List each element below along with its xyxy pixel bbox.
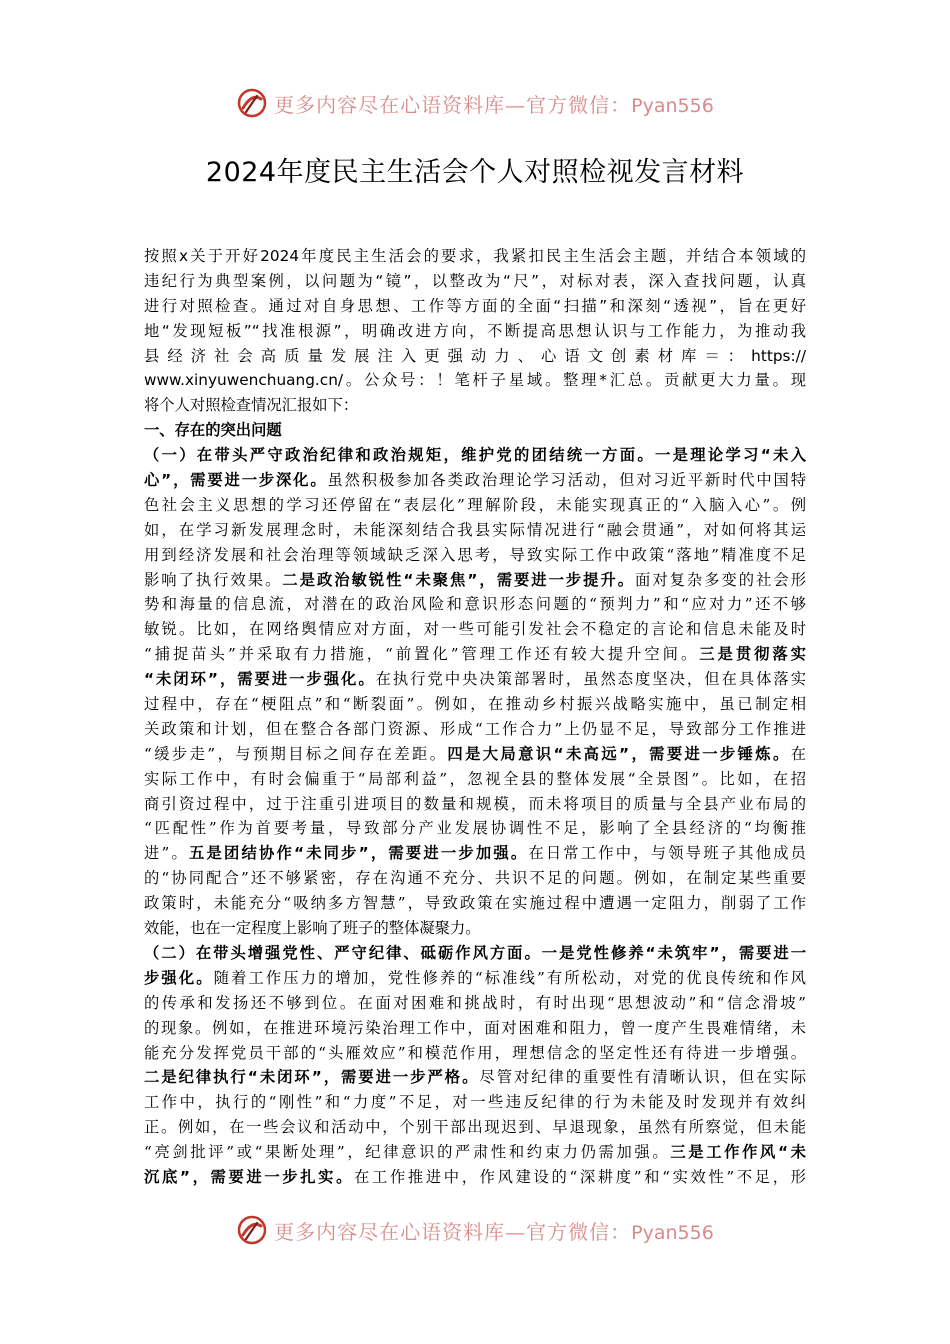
text-segment: 的“协同配合”还不够紧密，存在沟通不充分、共识不足的问题。例如，在制定某些重要 [144,869,806,888]
text-segment: 在执行党中央决策部署时，虽然态度坚决，但在具体落实 [375,670,806,689]
text-line [144,592,806,617]
text-line [144,543,806,568]
text-segment: 在 [790,744,806,763]
text-segment: 势和海量的信息流，对潜在的政治风险和意识形态问题的“预判力”和“应对力”还不够 [144,595,806,614]
text-segment: 正。例如，在一些会议和活动中，个别干部出现迟到、早退现象，虽然有所察觉，但未能 [144,1118,806,1137]
text-segment: 色社会主义思想的学习还停留在“表层化”理解阶段，未能实现真正的“入脑入心”。例 [144,495,806,514]
text-segment: 进行对照检查。通过对自身思想、工作等方面的全面“扫描”和深刻“透视”，旨在更好 [144,296,806,315]
text-segment: 将个人对照检查情况汇报如下： [144,396,359,415]
text-line [144,493,806,518]
text-line [144,368,806,393]
bold-text-segment: 沉底”，需要进一步扎实。 [144,1167,355,1186]
text-segment: 县经济社会高质量发展注入更强动力、心语文创素材库＝：https:// [144,346,806,365]
text-line [144,617,806,642]
text-segment: 随着工作压力的增加，党性修养的“标准线”有所松动，对党的优良传统和作风 [213,968,806,987]
text-line [144,443,806,468]
bold-text-segment: 二是政治敏锐性“未聚焦”，需要进一步提升。 [282,570,636,589]
text-segment: www.xinyuwenchuang.cn/。公众号：！笔杆子星域。整理*汇总。贡献更大力量。现 [144,371,806,390]
text-segment: 敏锐。比如，在网络舆情应对方面，对一些可能引发社会不稳定的言论和信息未能及时 [144,620,806,639]
text-line [144,667,806,692]
bold-text-segment: 心”，需要进一步深化。 [144,471,328,490]
bold-text-segment: 四是大局意识“未高远”，需要进一步锤炼。 [447,744,791,763]
text-segment: “缓步走”，与预期目标之间存在差距。 [144,744,448,763]
text-line [144,816,806,841]
text-segment: “匹配性”作为首要考量，导致部分产业发展协调性不足，影响了全县经济的“均衡推 [144,819,806,838]
watermark-wechat-id: Pyan556 [631,94,714,117]
text-segment: 的现象。例如，在推进环境污染治理工作中，面对困难和阻力，曾一度产生畏难情绪，未 [144,1018,806,1037]
text-line [144,692,806,717]
text-segment: 用到经济发展和社会治理等领域缺乏深入思考，导致实际工作中政策“落地”精准度不足 [144,545,806,564]
watermark-text [274,1216,714,1245]
bold-text-segment: “未闭环”，需要进一步强化。 [144,670,376,689]
text-line [144,1165,806,1190]
text-line [144,1115,806,1140]
text-segment: 政策时，未能充分“吸纳多方智慧”，导致政策在实施过程中遭遇一定阻力，削弱了工作 [144,894,806,913]
text-segment: 能充分发挥党员干部的“头雁效应”和模范作用，理想信念的坚定性还有待进一步增强。 [144,1043,806,1062]
text-line [144,393,806,418]
bold-text-segment: （二）在带头增强党性、严守纪律、砥砺作风方面。一是党性修养“未筑牢”，需要进一 [144,943,806,962]
text-line [144,418,806,443]
text-line [144,792,806,817]
text-line [144,568,806,593]
bold-text-segment: （一）在带头严守政治纪律和政治规矩，维护党的团结统一方面。一是理论学习“未入 [144,446,806,465]
text-line [144,1016,806,1041]
document-title: 2024年度民主生活会个人对照检视发言材料 [205,157,745,188]
text-segment: 商引资过程中，过于注重引进项目的数量和规模，而未将项目的质量与全县产业布局的 [144,794,806,813]
text-line [144,344,806,369]
text-segment: 在日常工作中，与领导班子其他成员 [528,844,806,863]
text-line [144,866,806,891]
text-line [144,244,806,269]
text-segment: 面对复杂多变的社会形 [635,570,806,589]
text-segment: “捕捉苗头”并采取有力措施，“前置化”管理工作还有较大提升空间。 [144,645,700,664]
text-line [144,991,806,1016]
watermark-label: 更多内容尽在心语资料库—官方微信： [274,1219,632,1244]
text-line [144,642,806,667]
text-segment: 按照x关于开好2024年度民主生活会的要求，我紧扣民主生活会主题，并结合本领域的 [144,247,806,265]
text-segment: “亮剑批评”或“果断处理”，纪律意识的严肃性和约束力仍需加强。 [144,1143,671,1162]
bold-text-segment: 二是纪律执行“未闭环”，需要进一步严格。 [144,1068,480,1087]
text-segment: 的传承和发扬还不够到位。在面对困难和挑战时，有时出现“思想波动”和“信念滑坡” [144,993,806,1012]
text-line [144,1065,806,1090]
text-segment: 进”。 [144,844,189,863]
text-line [144,717,806,742]
text-segment: 实际工作中，有时会偏重于“局部利益”，忽视全县的整体发展“全景图”。比如，在招 [144,769,806,788]
text-line [144,1140,806,1165]
logo-icon [236,1214,268,1246]
bold-text-segment: 步强化。 [144,968,214,987]
text-line [144,742,806,767]
text-segment: 效能，也在一定程度上影响了班子的整体凝聚力。 [144,919,481,938]
text-line [144,891,806,916]
text-line [144,966,806,991]
text-segment: 如，在学习新发展理念时，未能深刻结合我县实际情况进行“融会贯通”，对如何将其运 [144,520,806,539]
bold-text-segment: 三是贯彻落实 [699,645,806,664]
text-line [144,767,806,792]
watermark-text [274,89,714,118]
text-line [144,319,806,344]
watermark-label: 更多内容尽在心语资料库—官方微信： [274,92,632,117]
logo-icon [236,87,268,119]
text-line [144,1090,806,1115]
text-segment: 在工作推进中，作风建设的“深耕度”和“实效性”不足，形 [354,1167,806,1186]
text-segment: 虽然积极参加各类政治理论学习活动，但对习近平新时代中国特 [327,471,806,490]
text-segment: 工作中，执行的“刚性”和“力度”不足，对一些违反纪律的行为未能及时发现并有效纠 [144,1093,806,1112]
text-segment: 过程中，存在“梗阻点”和“断裂面”。例如，在推动乡村振兴战略实施中，虽已制定相 [144,695,806,714]
text-line [144,841,806,866]
bold-text-segment: 三是工作作风“未 [670,1143,806,1162]
text-line [144,269,806,294]
document-body [144,244,806,1190]
text-line [144,468,806,493]
text-line [144,941,806,966]
bold-text-segment: 五是团结协作“未同步”，需要进一步加强。 [189,844,529,863]
text-line [144,294,806,319]
text-segment: 尽管对纪律的重要性有清晰认识，但在实际 [479,1068,806,1087]
watermark-header [0,83,950,123]
text-segment: 关政策和计划，但在整合各部门资源、形成“工作合力”上仍显不足，导致部分工作推进 [144,719,806,738]
text-line [144,518,806,543]
text-line [144,916,806,941]
watermark-footer [0,1210,950,1250]
watermark-wechat-id: Pyan556 [631,1221,714,1244]
bold-text-segment: 一、存在的突出问题 [144,421,282,440]
text-segment: 违纪行为典型案例，以问题为“镜”，以整改为“尺”，对标对表，深入查找问题，认真 [144,271,806,290]
text-segment: 地“发现短板”“找准根源”，明确改进方向，不断提高思想认识与工作能力，为推动我 [144,321,806,340]
text-segment: 影响了执行效果。 [144,570,283,589]
text-line [144,1041,806,1066]
